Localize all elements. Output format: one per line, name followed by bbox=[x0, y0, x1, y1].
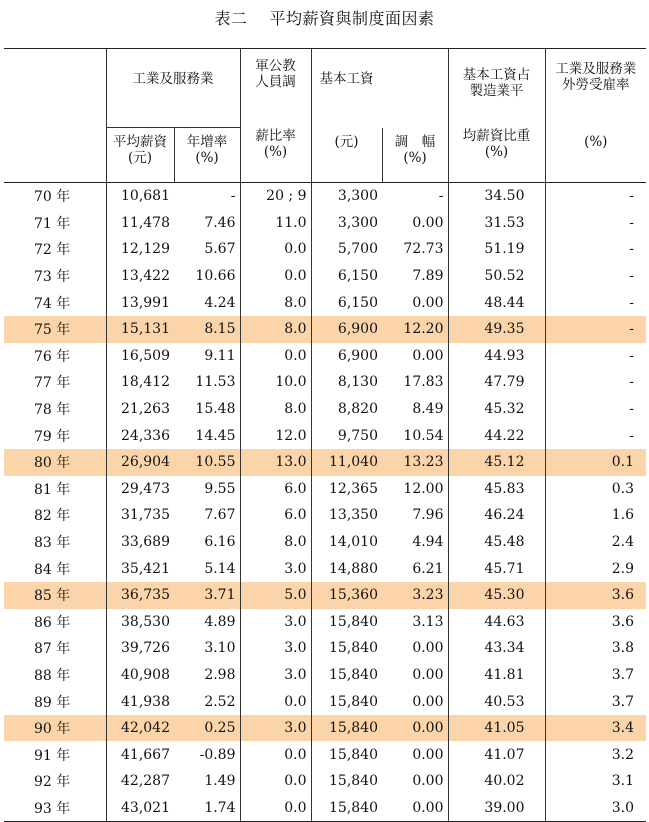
cell-military-ratio: 0.0 bbox=[240, 768, 311, 795]
cell-foreign-rate: - bbox=[545, 263, 646, 290]
cell-avg-wage: 41,938 bbox=[106, 688, 174, 715]
cell-military-ratio: 3.0 bbox=[240, 662, 311, 689]
cell-growth: 3.71 bbox=[174, 582, 240, 609]
cell-adjust: 7.89 bbox=[412, 268, 444, 285]
cell-adjust: 3.13 bbox=[412, 613, 444, 630]
cell-foreign-rate: 3.7 bbox=[545, 662, 646, 689]
cell-avg-wage: 21,263 bbox=[106, 396, 174, 423]
cell-foreign-rate: 0.1 bbox=[545, 449, 646, 476]
cell-base-ratio: 39.00 bbox=[448, 795, 545, 822]
cell-avg-wage: 16,509 bbox=[106, 343, 174, 370]
cell-base-ratio: 40.53 bbox=[448, 688, 545, 715]
cell-avg-wage: 12,129 bbox=[106, 236, 174, 263]
cell-adjust: 10.54 bbox=[403, 427, 444, 444]
table-row bbox=[4, 555, 646, 582]
header-growth bbox=[174, 128, 240, 183]
cell-year: 82 年 bbox=[34, 508, 71, 525]
cell-base-ratio: 49.35 bbox=[448, 316, 545, 343]
cell-growth: 7.67 bbox=[204, 507, 236, 524]
cell-base-wage: 15,840 bbox=[311, 741, 382, 768]
cell-avg-wage: 29,473 bbox=[106, 476, 174, 503]
cell-year: 80 年 bbox=[4, 449, 106, 476]
table-body bbox=[4, 183, 646, 822]
cell-growth: 7.46 bbox=[204, 214, 236, 231]
cell-adjust: 12.20 bbox=[382, 316, 448, 343]
cell-year: 77 年 bbox=[34, 375, 71, 392]
cell-avg-wage: 40,908 bbox=[106, 662, 174, 689]
cell-base-ratio: 44.22 bbox=[448, 422, 545, 449]
cell-avg-wage: 13,422 bbox=[106, 263, 174, 290]
table-row bbox=[4, 635, 646, 662]
table-row bbox=[4, 502, 646, 529]
cell-adjust: 0.00 bbox=[382, 795, 448, 822]
cell-adjust: 72.73 bbox=[403, 241, 444, 258]
cell-military-ratio: 0.0 bbox=[240, 343, 311, 370]
header-avg-wage bbox=[106, 128, 174, 183]
cell-avg-wage: 15,131 bbox=[106, 316, 174, 343]
cell-year: 92 年 bbox=[34, 774, 71, 791]
cell-avg-wage: 13,991 bbox=[106, 289, 174, 316]
cell-growth: 4.24 bbox=[204, 294, 236, 311]
cell-foreign-rate: - bbox=[545, 369, 646, 396]
cell-foreign-rate: - bbox=[545, 422, 646, 449]
cell-base-wage: 15,360 bbox=[311, 582, 382, 609]
cell-military-ratio: 0.0 bbox=[240, 688, 311, 715]
cell-military-ratio: 6.0 bbox=[240, 502, 311, 529]
table-row bbox=[4, 396, 646, 423]
cell-avg-wage: 39,726 bbox=[106, 635, 174, 662]
cell-avg-wage: 38,530 bbox=[106, 609, 174, 636]
cell-base-wage: 6,150 bbox=[311, 263, 382, 290]
cell-avg-wage: 42,287 bbox=[106, 768, 174, 795]
cell-base-ratio: 41.07 bbox=[448, 741, 545, 768]
cell-military-ratio: 5.0 bbox=[240, 582, 311, 609]
table-row bbox=[4, 609, 646, 636]
header-base-unit: (元) bbox=[311, 128, 382, 183]
cell-growth: 5.67 bbox=[204, 241, 236, 258]
cell-growth: 2.98 bbox=[204, 666, 236, 683]
cell-adjust: 12.00 bbox=[403, 480, 444, 497]
cell-year: 83 年 bbox=[34, 535, 71, 552]
cell-avg-wage: 24,336 bbox=[106, 422, 174, 449]
cell-military-ratio: 6.0 bbox=[240, 476, 311, 503]
cell-growth: 9.55 bbox=[204, 480, 236, 497]
cell-avg-wage: 43,021 bbox=[106, 795, 174, 822]
table-row bbox=[4, 449, 646, 476]
cell-military-ratio: 3.0 bbox=[240, 635, 311, 662]
cell-base-wage: 6,900 bbox=[311, 343, 382, 370]
cell-year: 81 年 bbox=[34, 481, 71, 498]
header-growth-text: 年增率 (%) bbox=[186, 134, 228, 166]
cell-military-ratio: 8.0 bbox=[240, 529, 311, 556]
cell-military-ratio: 10.0 bbox=[240, 369, 311, 396]
cell-base-ratio: 45.71 bbox=[448, 555, 545, 582]
header-foreign-rate-text: 工業及服務業 外勞受雇率 bbox=[555, 61, 637, 93]
cell-base-ratio: 34.50 bbox=[448, 183, 545, 210]
cell-foreign-rate: - bbox=[545, 183, 646, 210]
cell-growth: -0.89 bbox=[199, 746, 236, 763]
cell-growth: 4.89 bbox=[204, 613, 236, 630]
table-row bbox=[4, 422, 646, 449]
table-row bbox=[4, 316, 646, 343]
cell-adjust: 0.00 bbox=[412, 773, 444, 790]
cell-adjust: 4.94 bbox=[412, 534, 444, 551]
header-year bbox=[4, 49, 106, 183]
cell-military-ratio: 3.0 bbox=[240, 715, 311, 742]
cell-base-ratio: 45.83 bbox=[448, 476, 545, 503]
cell-base-wage: 15,840 bbox=[311, 795, 382, 822]
cell-growth: 1.74 bbox=[174, 795, 240, 822]
cell-year: 87 年 bbox=[34, 641, 71, 658]
header-foreign-unit: (%) bbox=[545, 128, 646, 183]
cell-military-ratio: 11.0 bbox=[240, 210, 311, 237]
cell-military-ratio: 20 ; 9 bbox=[240, 183, 311, 210]
table-row bbox=[4, 369, 646, 396]
cell-foreign-rate: - bbox=[545, 396, 646, 423]
cell-base-wage: 11,040 bbox=[311, 449, 382, 476]
table-row bbox=[4, 741, 646, 768]
cell-year: 90 年 bbox=[4, 715, 106, 742]
cell-growth: 14.45 bbox=[195, 427, 236, 444]
cell-base-ratio: 41.05 bbox=[448, 715, 545, 742]
cell-avg-wage: 10,681 bbox=[106, 183, 174, 210]
cell-foreign-rate: 3.2 bbox=[545, 741, 646, 768]
table-row bbox=[4, 529, 646, 556]
cell-growth: 6.16 bbox=[204, 534, 236, 551]
cell-base-wage: 8,820 bbox=[311, 396, 382, 423]
cell-base-wage: 15,840 bbox=[311, 715, 382, 742]
header-military-adj-text: 軍公教 人員調 bbox=[255, 58, 296, 90]
cell-growth: 9.11 bbox=[204, 347, 236, 364]
cell-military-ratio: 0.0 bbox=[240, 741, 311, 768]
cell-base-wage: 15,840 bbox=[311, 662, 382, 689]
cell-adjust: 17.83 bbox=[403, 374, 444, 391]
header-military-ratio bbox=[240, 128, 311, 183]
cell-foreign-rate: 3.0 bbox=[545, 795, 646, 822]
cell-military-ratio: 8.0 bbox=[240, 289, 311, 316]
cell-base-wage: 3,300 bbox=[311, 183, 382, 210]
cell-avg-wage: 18,412 bbox=[106, 369, 174, 396]
cell-growth: 10.66 bbox=[195, 268, 236, 285]
cell-adjust: 0.00 bbox=[412, 746, 444, 763]
cell-military-ratio: 0.0 bbox=[240, 795, 311, 822]
cell-base-ratio: 47.79 bbox=[448, 369, 545, 396]
header-avg-wage-text: 平均薪資 (元) bbox=[113, 134, 167, 166]
cell-military-ratio: 0.0 bbox=[240, 263, 311, 290]
cell-year: 88 年 bbox=[34, 667, 71, 684]
cell-base-wage: 3,300 bbox=[311, 210, 382, 237]
cell-foreign-rate: 3.4 bbox=[545, 715, 646, 742]
cell-avg-wage: 36,735 bbox=[106, 582, 174, 609]
cell-foreign-rate: 2.9 bbox=[545, 555, 646, 582]
cell-adjust: 0.00 bbox=[412, 693, 444, 710]
cell-military-ratio: 8.0 bbox=[240, 396, 311, 423]
cell-foreign-rate: - bbox=[545, 210, 646, 237]
cell-foreign-rate: 3.7 bbox=[545, 688, 646, 715]
cell-adjust: 8.49 bbox=[412, 401, 444, 418]
header-base-wage: 基本工資 bbox=[311, 49, 448, 128]
cell-avg-wage: 33,689 bbox=[106, 529, 174, 556]
cell-avg-wage: 41,667 bbox=[106, 741, 174, 768]
cell-foreign-rate: - bbox=[545, 289, 646, 316]
cell-year: 86 年 bbox=[34, 614, 71, 631]
cell-adjust: 0.00 bbox=[412, 214, 444, 231]
header-base-ratio-text: 基本工資占 製造業平 bbox=[462, 67, 531, 99]
table-row bbox=[4, 795, 646, 822]
header-adjust-text: 調 幅 (%) bbox=[394, 133, 436, 166]
cell-adjust: 0.00 bbox=[412, 347, 444, 364]
cell-military-ratio: 3.0 bbox=[240, 555, 311, 582]
table-row bbox=[4, 662, 646, 689]
table-row bbox=[4, 210, 646, 237]
cell-base-ratio: 43.34 bbox=[448, 635, 545, 662]
table-row bbox=[4, 263, 646, 290]
cell-foreign-rate: 3.6 bbox=[545, 609, 646, 636]
table-row bbox=[4, 688, 646, 715]
table-title-label: 表二 bbox=[214, 9, 248, 28]
cell-foreign-rate: - bbox=[545, 316, 646, 343]
cell-base-ratio: 45.30 bbox=[448, 582, 545, 609]
cell-base-ratio: 45.32 bbox=[448, 396, 545, 423]
cell-base-ratio: 31.53 bbox=[448, 210, 545, 237]
header-military-ratio-text: 薪比率 (%) bbox=[255, 127, 296, 160]
cell-growth: 8.15 bbox=[174, 316, 240, 343]
cell-military-ratio: 0.0 bbox=[240, 236, 311, 263]
cell-year: 91 年 bbox=[34, 747, 71, 764]
table-row bbox=[4, 183, 646, 210]
cell-base-wage: 6,900 bbox=[311, 316, 382, 343]
cell-base-ratio: 45.12 bbox=[448, 449, 545, 476]
table-row bbox=[4, 476, 646, 503]
cell-year: 89 年 bbox=[34, 694, 71, 711]
cell-base-wage: 8,130 bbox=[311, 369, 382, 396]
cell-foreign-rate: 3.1 bbox=[545, 768, 646, 795]
cell-avg-wage: 26,904 bbox=[106, 449, 174, 476]
cell-growth: 11.53 bbox=[195, 374, 236, 391]
cell-year: 74 年 bbox=[34, 295, 71, 312]
table-title bbox=[0, 6, 649, 29]
cell-base-ratio: 46.24 bbox=[448, 502, 545, 529]
table-title-text: 平均薪資與制度面因素 bbox=[269, 9, 435, 28]
cell-foreign-rate: 1.6 bbox=[545, 502, 646, 529]
cell-year: 85 年 bbox=[4, 582, 106, 609]
cell-adjust: 3.23 bbox=[382, 582, 448, 609]
cell-base-wage: 14,880 bbox=[311, 555, 382, 582]
cell-growth: 10.55 bbox=[174, 449, 240, 476]
header-foreign-rate bbox=[545, 49, 646, 128]
cell-base-ratio: 40.02 bbox=[448, 768, 545, 795]
cell-year: 70 年 bbox=[34, 189, 71, 206]
cell-foreign-rate: 3.8 bbox=[545, 635, 646, 662]
cell-base-wage: 15,840 bbox=[311, 768, 382, 795]
cell-base-wage: 6,150 bbox=[311, 289, 382, 316]
cell-base-ratio: 44.93 bbox=[448, 343, 545, 370]
cell-growth: 2.52 bbox=[204, 693, 236, 710]
table-row bbox=[4, 289, 646, 316]
table-row bbox=[4, 343, 646, 370]
cell-growth: 5.14 bbox=[204, 560, 236, 577]
cell-military-ratio: 13.0 bbox=[240, 449, 311, 476]
cell-base-wage: 13,350 bbox=[311, 502, 382, 529]
cell-military-ratio: 12.0 bbox=[240, 422, 311, 449]
cell-foreign-rate: 3.6 bbox=[545, 582, 646, 609]
cell-base-wage: 12,365 bbox=[311, 476, 382, 503]
cell-year: 78 年 bbox=[34, 402, 71, 419]
cell-year: 75 年 bbox=[4, 316, 106, 343]
cell-year: 84 年 bbox=[34, 561, 71, 578]
cell-adjust: 0.00 bbox=[412, 640, 444, 657]
cell-military-ratio: 3.0 bbox=[240, 609, 311, 636]
cell-avg-wage: 35,421 bbox=[106, 555, 174, 582]
cell-growth: 0.25 bbox=[174, 715, 240, 742]
cell-year: 71 年 bbox=[34, 215, 71, 232]
header-industry-group: 工業及服務業 bbox=[106, 49, 240, 128]
header-ratio-text: 均薪資比重 (%) bbox=[462, 127, 531, 160]
table-row bbox=[4, 768, 646, 795]
cell-base-ratio: 51.19 bbox=[448, 236, 545, 263]
cell-avg-wage: 42,042 bbox=[106, 715, 174, 742]
cell-adjust: 6.21 bbox=[412, 560, 444, 577]
cell-growth: 1.49 bbox=[204, 773, 236, 790]
cell-base-wage: 14,010 bbox=[311, 529, 382, 556]
cell-base-wage: 15,840 bbox=[311, 635, 382, 662]
cell-foreign-rate: - bbox=[545, 236, 646, 263]
cell-base-ratio: 44.63 bbox=[448, 609, 545, 636]
cell-year: 79 年 bbox=[34, 428, 71, 445]
cell-year: 76 年 bbox=[34, 348, 71, 365]
cell-avg-wage: 31,735 bbox=[106, 502, 174, 529]
cell-avg-wage: 11,478 bbox=[106, 210, 174, 237]
cell-adjust: - bbox=[438, 188, 444, 205]
cell-base-wage: 15,840 bbox=[311, 609, 382, 636]
cell-adjust: 0.00 bbox=[412, 666, 444, 683]
cell-year: 93 年 bbox=[4, 795, 106, 822]
cell-year: 72 年 bbox=[34, 242, 71, 259]
cell-adjust: 0.00 bbox=[382, 715, 448, 742]
cell-foreign-rate: 0.3 bbox=[545, 476, 646, 503]
cell-base-ratio: 41.81 bbox=[448, 662, 545, 689]
cell-base-wage: 5,700 bbox=[311, 236, 382, 263]
cell-adjust: 13.23 bbox=[382, 449, 448, 476]
cell-military-ratio: 8.0 bbox=[240, 316, 311, 343]
cell-base-ratio: 48.44 bbox=[448, 289, 545, 316]
header-ratio bbox=[448, 128, 545, 183]
cell-growth: 15.48 bbox=[195, 401, 236, 418]
cell-foreign-rate: 2.4 bbox=[545, 529, 646, 556]
cell-base-wage: 9,750 bbox=[311, 422, 382, 449]
cell-adjust: 7.96 bbox=[412, 507, 444, 524]
cell-adjust: 0.00 bbox=[412, 294, 444, 311]
cell-year: 73 年 bbox=[34, 269, 71, 286]
wage-table bbox=[4, 48, 646, 822]
table-row bbox=[4, 715, 646, 742]
table-row bbox=[4, 582, 646, 609]
cell-base-ratio: 50.52 bbox=[448, 263, 545, 290]
header-adjust bbox=[382, 128, 448, 183]
header-military-adj bbox=[240, 49, 311, 128]
cell-foreign-rate: - bbox=[545, 343, 646, 370]
table-row bbox=[4, 236, 646, 263]
header-base-ratio bbox=[448, 49, 545, 128]
cell-growth: 3.10 bbox=[204, 640, 236, 657]
cell-base-wage: 15,840 bbox=[311, 688, 382, 715]
cell-base-ratio: 45.48 bbox=[448, 529, 545, 556]
cell-growth: - bbox=[230, 188, 236, 205]
